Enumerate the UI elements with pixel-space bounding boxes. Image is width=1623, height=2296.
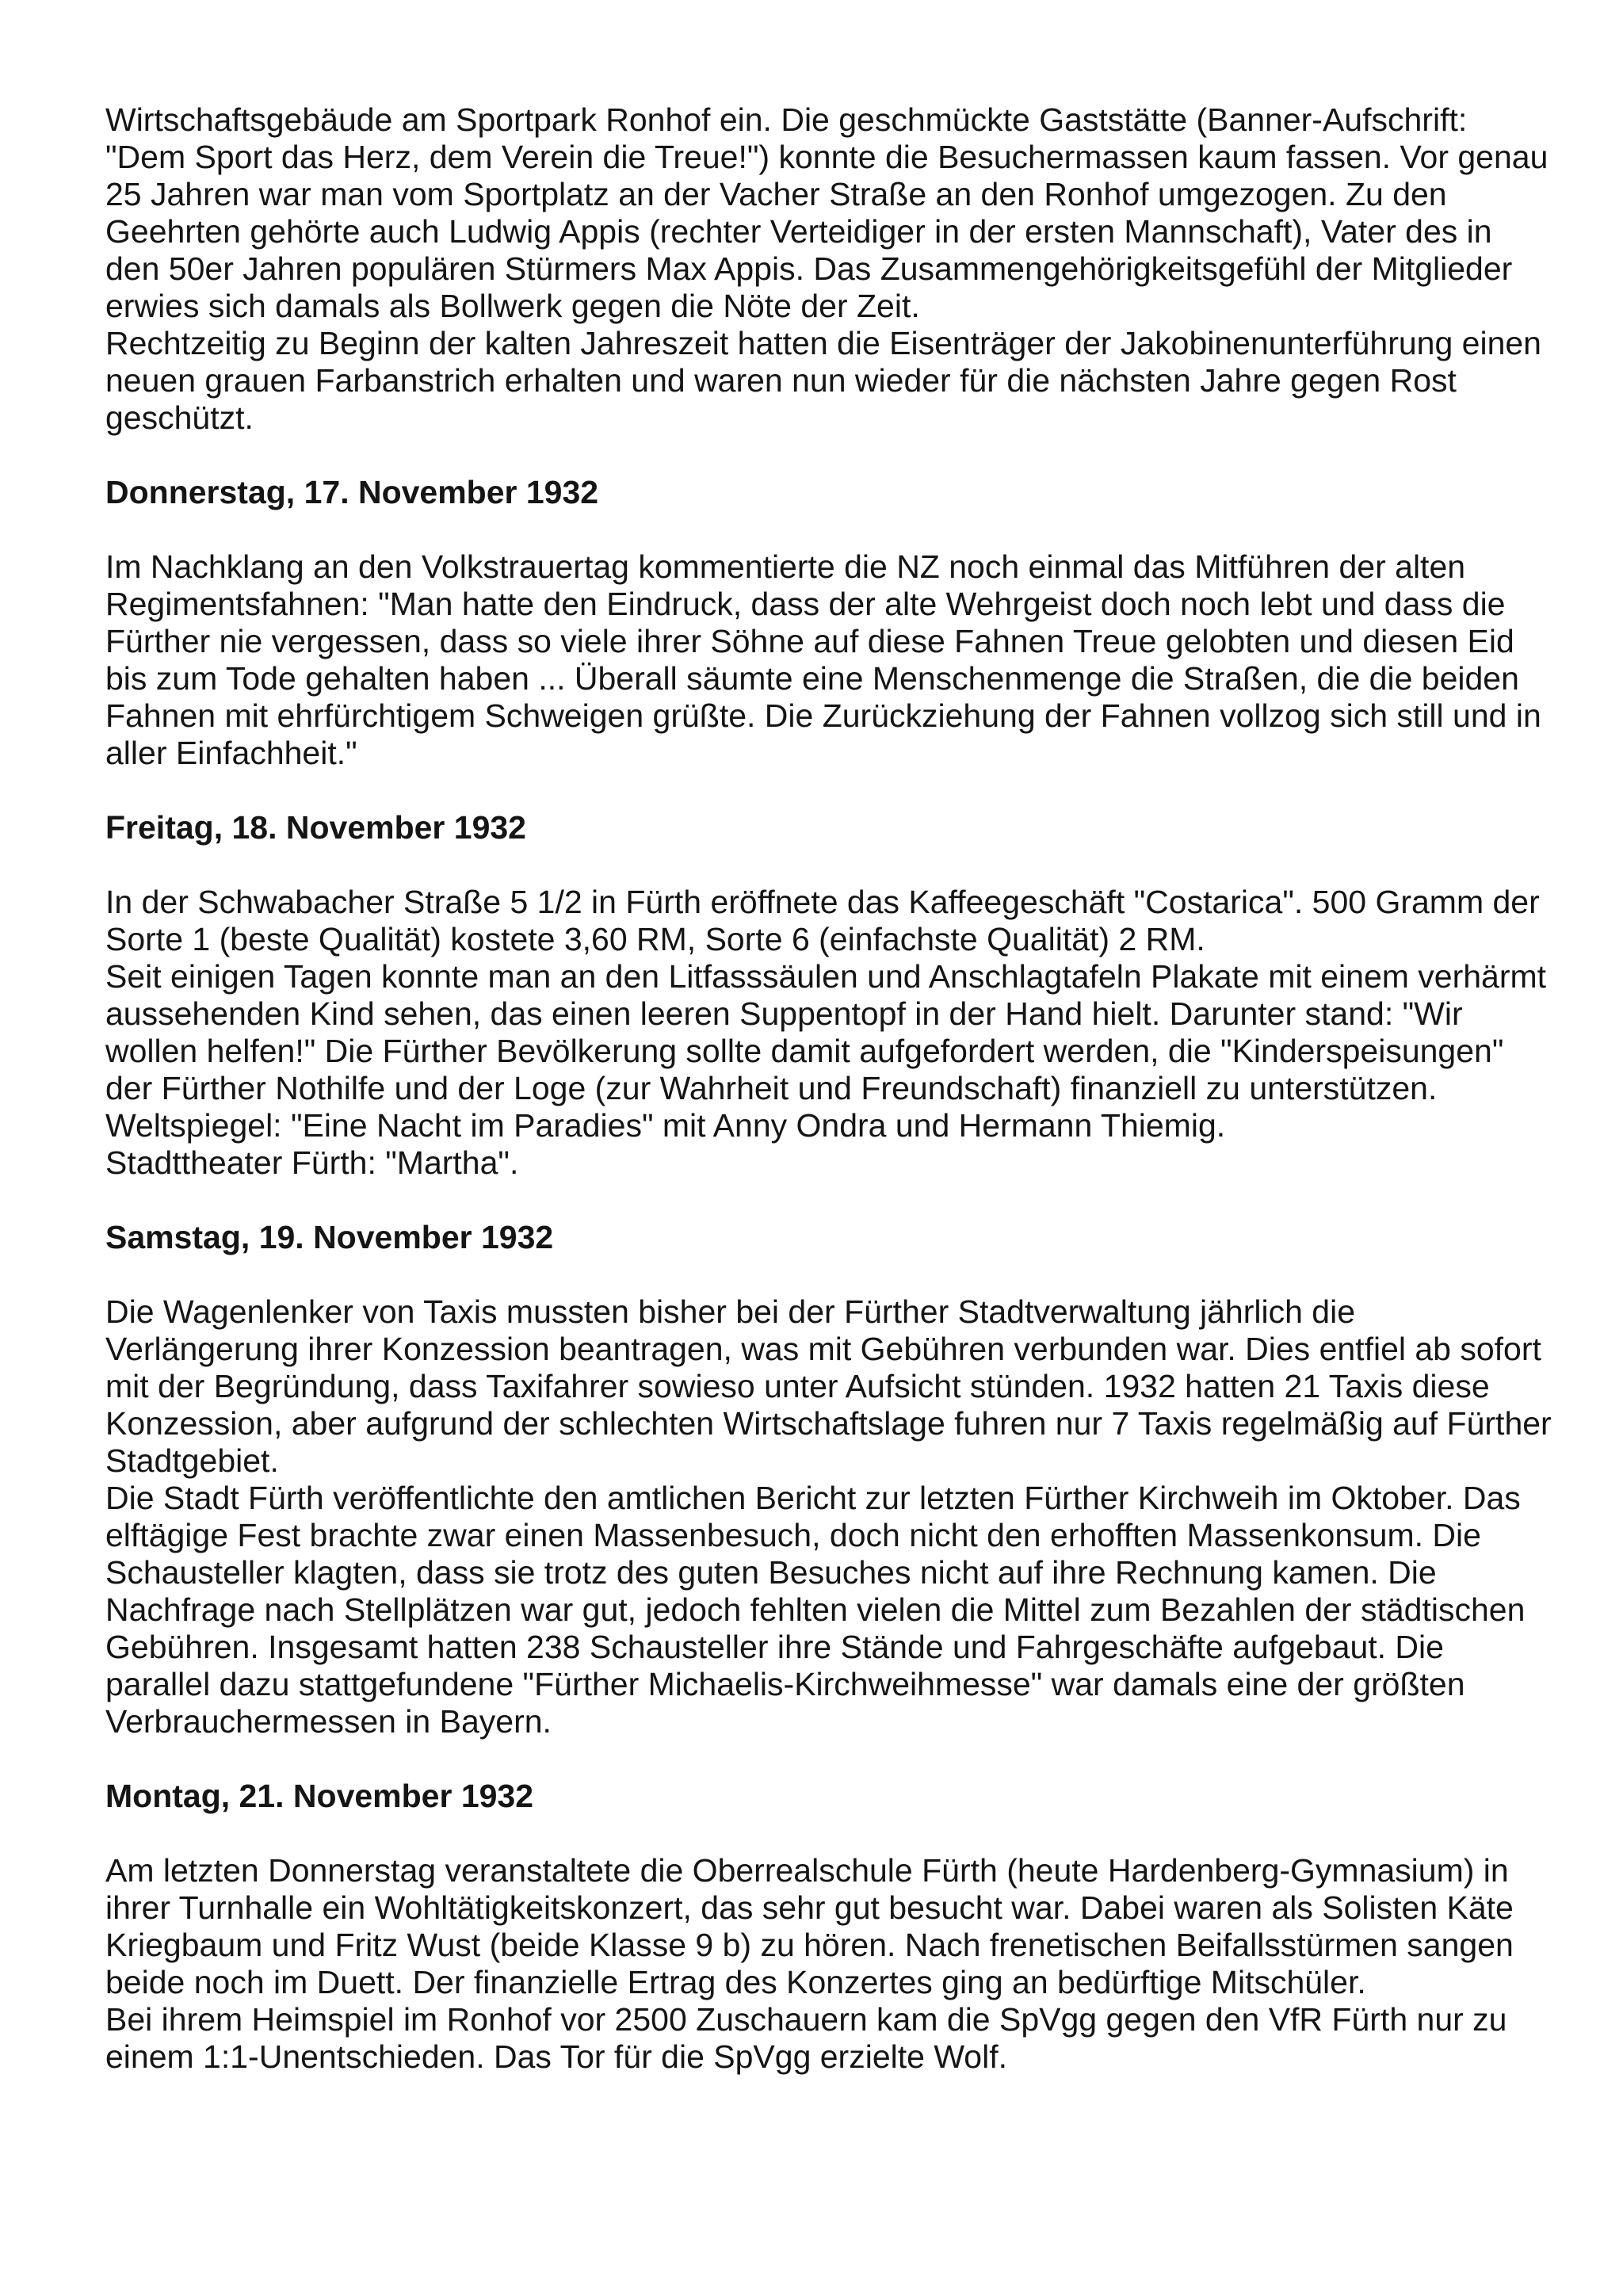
- paragraph: Rechtzeitig zu Beginn der kalten Jahreszeit hatten die Eisenträger der Jakobinenunterführung einen neuen grauen Farbanstrich erhalten und waren nun wieder für die nächsten Jahre gegen Rost geschützt.: [105, 325, 1541, 436]
- date-heading: Samstag, 19. November 1932: [105, 1219, 554, 1255]
- paragraph: In der Schwabacher Straße 5 1/2 in Fürth eröffnete das Kaffeegeschäft "Costarica". 500 Gramm der Sorte 1 (beste Qualität) kostete 3,60 RM, Sorte 6 (einfachste Qualität) 2 RM.: [105, 884, 1540, 957]
- date-heading: Donnerstag, 17. November 1932: [105, 474, 599, 510]
- paragraph: Seit einigen Tagen konnte man an den Litfasssäulen und Anschlagtafeln Plakate mit einem verhärmt aussehenden Kind sehen, das einen leeren Suppentopf in der Hand hielt. Darunter stand: "Wir wollen helfen!" Die Fürther Bevölkerung sollte damit aufgefordert werden, die "Kinderspeisungen" der Fürther Nothilfe und der Loge (zur Wahrheit und Freundschaft) finanziell zu unterstützen.: [105, 958, 1547, 1106]
- paragraph: Im Nachklang an den Volkstrauertag kommentierte die NZ noch einmal das Mitführen der alten Regimentsfahnen: "Man hatte den Eindruck, dass der alte Wehrgeist doch noch lebt und dass die Fürther nie vergessen, dass so viele ihrer Söhne auf diese Fahnen Treue gelobten und diesen Eid bis zum Tode gehalten haben ... Überall säumte eine Menschenmenge die Straßen, die die beiden Fahnen mit ehrfürchtigem Schweigen grüßte. Die Zurückziehung der Fahnen vollzog sich still und in aller Einfachheit.": [105, 548, 1541, 771]
- paragraph: Weltspiegel: "Eine Nacht im Paradies" mit Anny Ondra und Hermann Thiemig.: [105, 1107, 1226, 1144]
- document-content: [105, 101, 1553, 2076]
- paragraph: Wirtschaftsgebäude am Sportpark Ronhof ein. Die geschmückte Gaststätte (Banner-Aufschrift: "Dem Sport das Herz, dem Verein die Treue!") konnte die Besuchermassen kaum fassen. Vor genau 25 Jahren war man vom Sportplatz an der Vacher Straße an den Ronhof umgezogen. Zu den Geehrten gehörte auch Ludwig Appis (rechter Verteidiger in der ersten Mannschaft), Vater des in den 50er Jahren populären Stürmers Max Appis. Das Zusammengehörigkeitsgefühl der Mitglieder erwies sich damals als Bollwerk gegen die Nöte der Zeit.: [105, 101, 1549, 324]
- date-heading: Freitag, 18. November 1932: [105, 809, 526, 846]
- paragraph: Bei ihrem Heimspiel im Ronhof vor 2500 Zuschauern kam die SpVgg gegen den VfR Fürth nur zu einem 1:1-Unentschieden. Das Tor für die SpVgg erzielte Wolf.: [105, 2001, 1507, 2075]
- paragraph: Stadttheater Fürth: "Martha".: [105, 1144, 519, 1181]
- paragraph: Am letzten Donnerstag veranstaltete die Oberrealschule Fürth (heute Hardenberg-Gymnasium) in ihrer Turnhalle ein Wohltätigkeitskonzert, das sehr gut besucht war. Dabei waren als Solisten Käte Kriegbaum und Fritz Wust (beide Klasse 9 b) zu hören. Nach frenetischen Beifallsstürmen sangen beide noch im Duett. Der finanzielle Ertrag des Konzertes ging an bedürftige Mitschüler.: [105, 1852, 1514, 2000]
- date-heading: Montag, 21. November 1932: [105, 1778, 534, 1814]
- paragraph: Die Stadt Fürth veröffentlichte den amtlichen Bericht zur letzten Fürther Kirchweih im Oktober. Das elftägige Fest brachte zwar einen Massenbesuch, doch nicht den erhofften Massenkonsum. Die Schausteller klagten, dass sie trotz des guten Besuches nicht auf ihre Rechnung kamen. Die Nachfrage nach Stellplätzen war gut, jedoch fehlten vielen die Mittel zum Bezahlen der städtischen Gebühren. Insgesamt hatten 238 Schausteller ihre Stände und Fahrgeschäfte aufgebaut. Die parallel dazu stattgefundene "Fürther Michaelis-Kirchweihmesse" war damals eine der größten Verbrauchermessen in Bayern.: [105, 1480, 1526, 1740]
- paragraph: Die Wagenlenker von Taxis mussten bisher bei der Fürther Stadtverwaltung jährlich die Verlängerung ihrer Konzession beantragen, was mit Gebühren verbunden war. Dies entfiel ab sofort mit der Begründung, dass Taxifahrer sowieso unter Aufsicht stünden. 1932 hatten 21 Taxis diese Konzession, aber aufgrund der schlechten Wirtschaftslage fuhren nur 7 Taxis regelmäßig auf Fürther Stadtgebiet.: [105, 1293, 1552, 1479]
